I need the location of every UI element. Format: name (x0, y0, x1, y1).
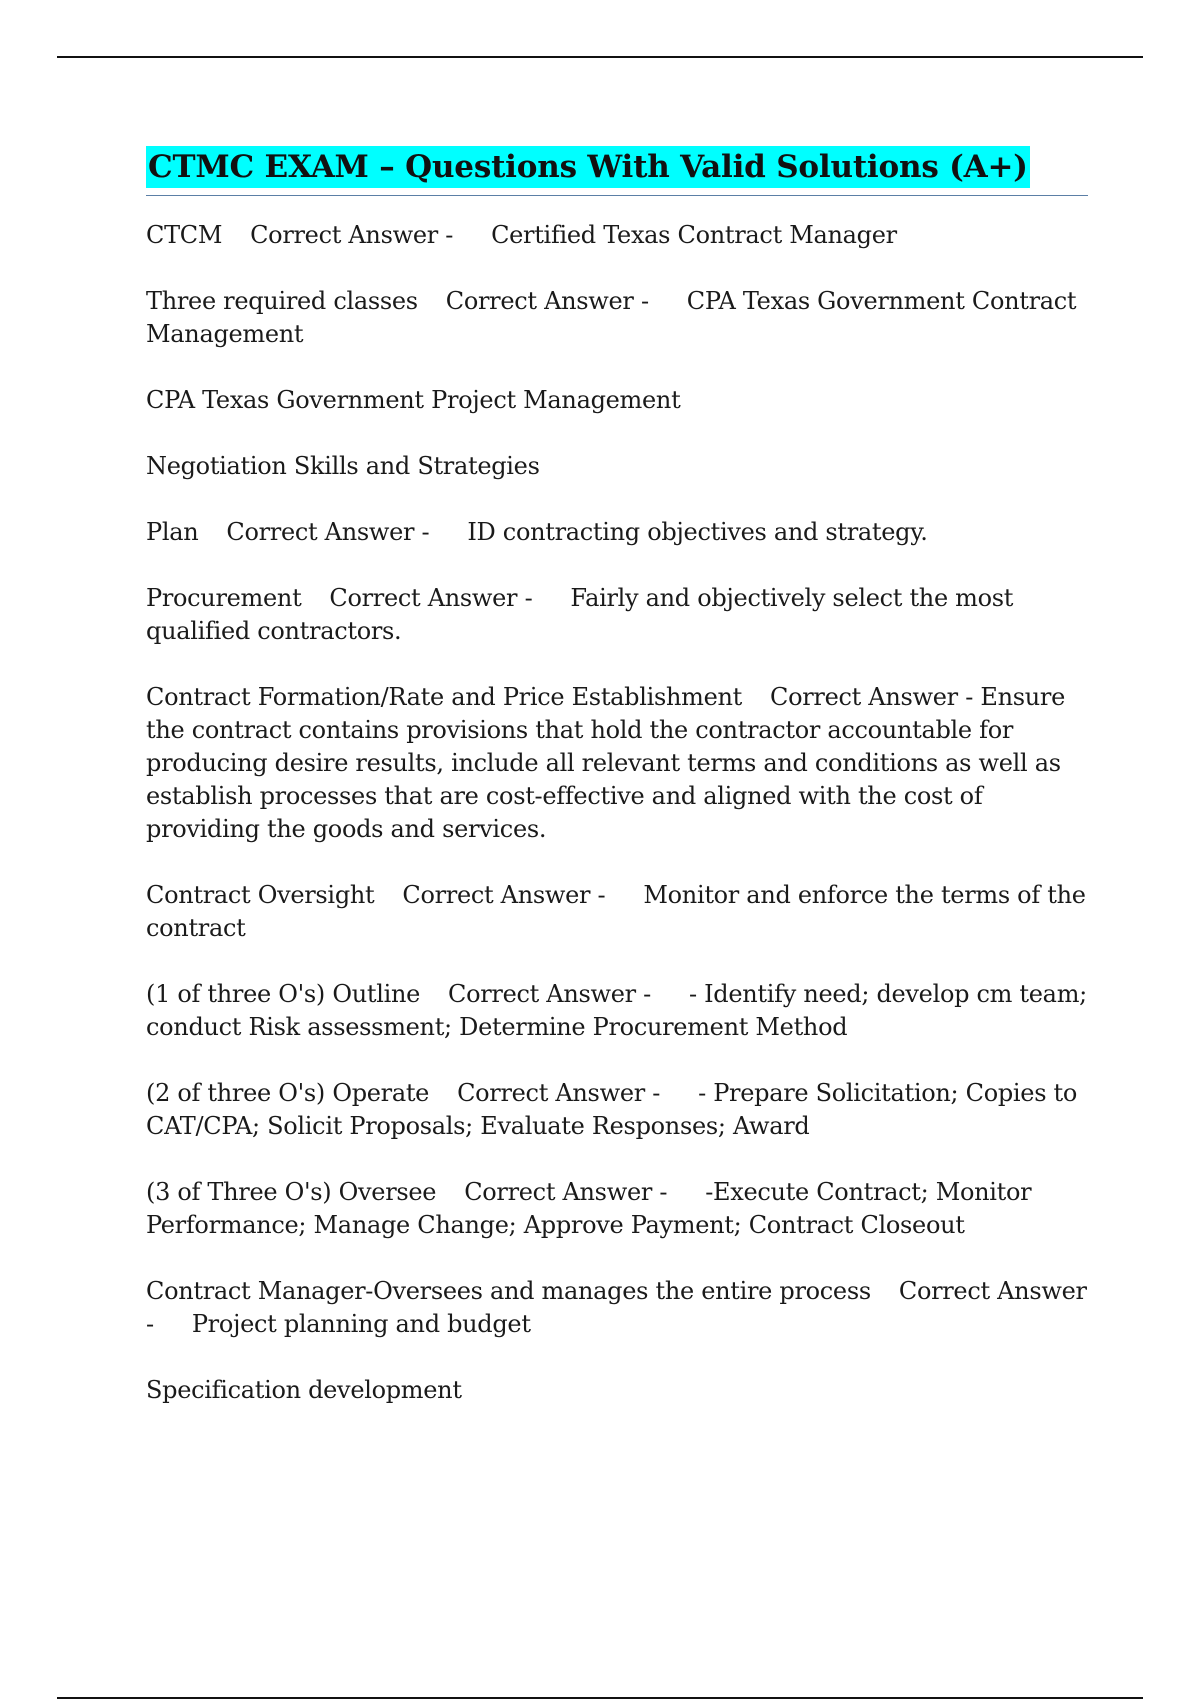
entry-term: Three required classes (146, 287, 418, 315)
answer-label: Correct Answer (445, 287, 634, 315)
qa-entry (146, 582, 1088, 648)
bottom-rule (57, 1697, 1143, 1699)
text-entry: CPA Texas Government Project Management (146, 386, 681, 414)
entry-term: (1 of three O's) Outline (146, 980, 421, 1008)
entry-answer: -Execute Contract; Monitor Performance; Manage Change; Approve Payment; Contract Closeout (146, 1178, 1032, 1239)
answer-dash: - (597, 881, 606, 909)
answer-dash: - (421, 518, 430, 546)
answer-label: Correct Answer (898, 1277, 1087, 1305)
answer-label: Correct Answer (226, 518, 415, 546)
entry-answer: - Prepare Solicitation; Copies to CAT/CPA; Solicit Proposals; Evaluate Responses; Award (146, 1079, 1078, 1140)
qa-entry (146, 285, 1088, 351)
document-content (146, 219, 1088, 1407)
entry-term: Contract Formation/Rate and Price Establishment (146, 683, 743, 711)
entry-answer: Certified Texas Contract Manager (491, 221, 897, 249)
title-underline (146, 195, 1088, 196)
text-entry: Specification development (146, 1376, 462, 1404)
answer-dash: - (640, 287, 649, 315)
qa-entry (146, 1275, 1088, 1341)
entry-answer: - Identify need; develop cm team; conduct Risk assessment; Determine Procurement Method (146, 980, 1087, 1041)
qa-entry (146, 1176, 1088, 1242)
entry-term: (2 of three O's) Operate (146, 1079, 430, 1107)
answer-label: Correct Answer (402, 881, 591, 909)
answer-label: Correct Answer (770, 683, 958, 711)
text-entry: Negotiation Skills and Strategies (146, 452, 540, 480)
document-page (146, 146, 1088, 1440)
top-rule (57, 56, 1143, 58)
answer-dash: - (445, 221, 454, 249)
qa-entry (146, 879, 1088, 945)
qa-entry (146, 681, 1088, 846)
answer-dash: - (146, 1310, 154, 1338)
entry-term: Contract Manager-Oversees and manages the entire process (146, 1277, 871, 1305)
entry-term: Contract Oversight (146, 881, 375, 909)
qa-entry (146, 1077, 1088, 1143)
answer-dash: - (965, 683, 973, 711)
entry-term: (3 of Three O's) Oversee (146, 1178, 437, 1206)
qa-entry (146, 978, 1088, 1044)
entry-term: Plan (146, 518, 199, 546)
qa-entry (146, 219, 1088, 252)
answer-label: Correct Answer (457, 1079, 645, 1107)
answer-dash: - (659, 1178, 668, 1206)
entry-answer: Project planning and budget (191, 1310, 531, 1338)
entry-term: CTCM (146, 221, 223, 249)
answer-label: Correct Answer (448, 980, 636, 1008)
entry-answer: CPA Texas Government Contract Management (146, 287, 1077, 348)
answer-dash: - (524, 584, 533, 612)
entry-answer: Ensure the contract contains provisions that hold the contractor accountable for producing desire results, include all relevant terms and conditions as well as establish processes that are cost-effective and aligned with the cost of providing the goods and services. (146, 683, 1065, 843)
entry-answer: Fairly and objectively select the most qualified contractors. (146, 584, 1014, 645)
answer-label: Correct Answer (329, 584, 518, 612)
answer-label: Correct Answer (250, 221, 438, 249)
document-title: CTMC EXAM – Questions With Valid Solutions (A+) (146, 146, 1030, 188)
answer-dash: - (643, 980, 651, 1008)
entry-term: Procurement (146, 584, 302, 612)
entry-answer: Monitor and enforce the terms of the contract (146, 881, 1086, 942)
entry-answer: ID contracting objectives and strategy. (467, 518, 928, 546)
qa-entry (146, 516, 1088, 549)
answer-label: Correct Answer (464, 1178, 653, 1206)
answer-dash: - (652, 1079, 661, 1107)
